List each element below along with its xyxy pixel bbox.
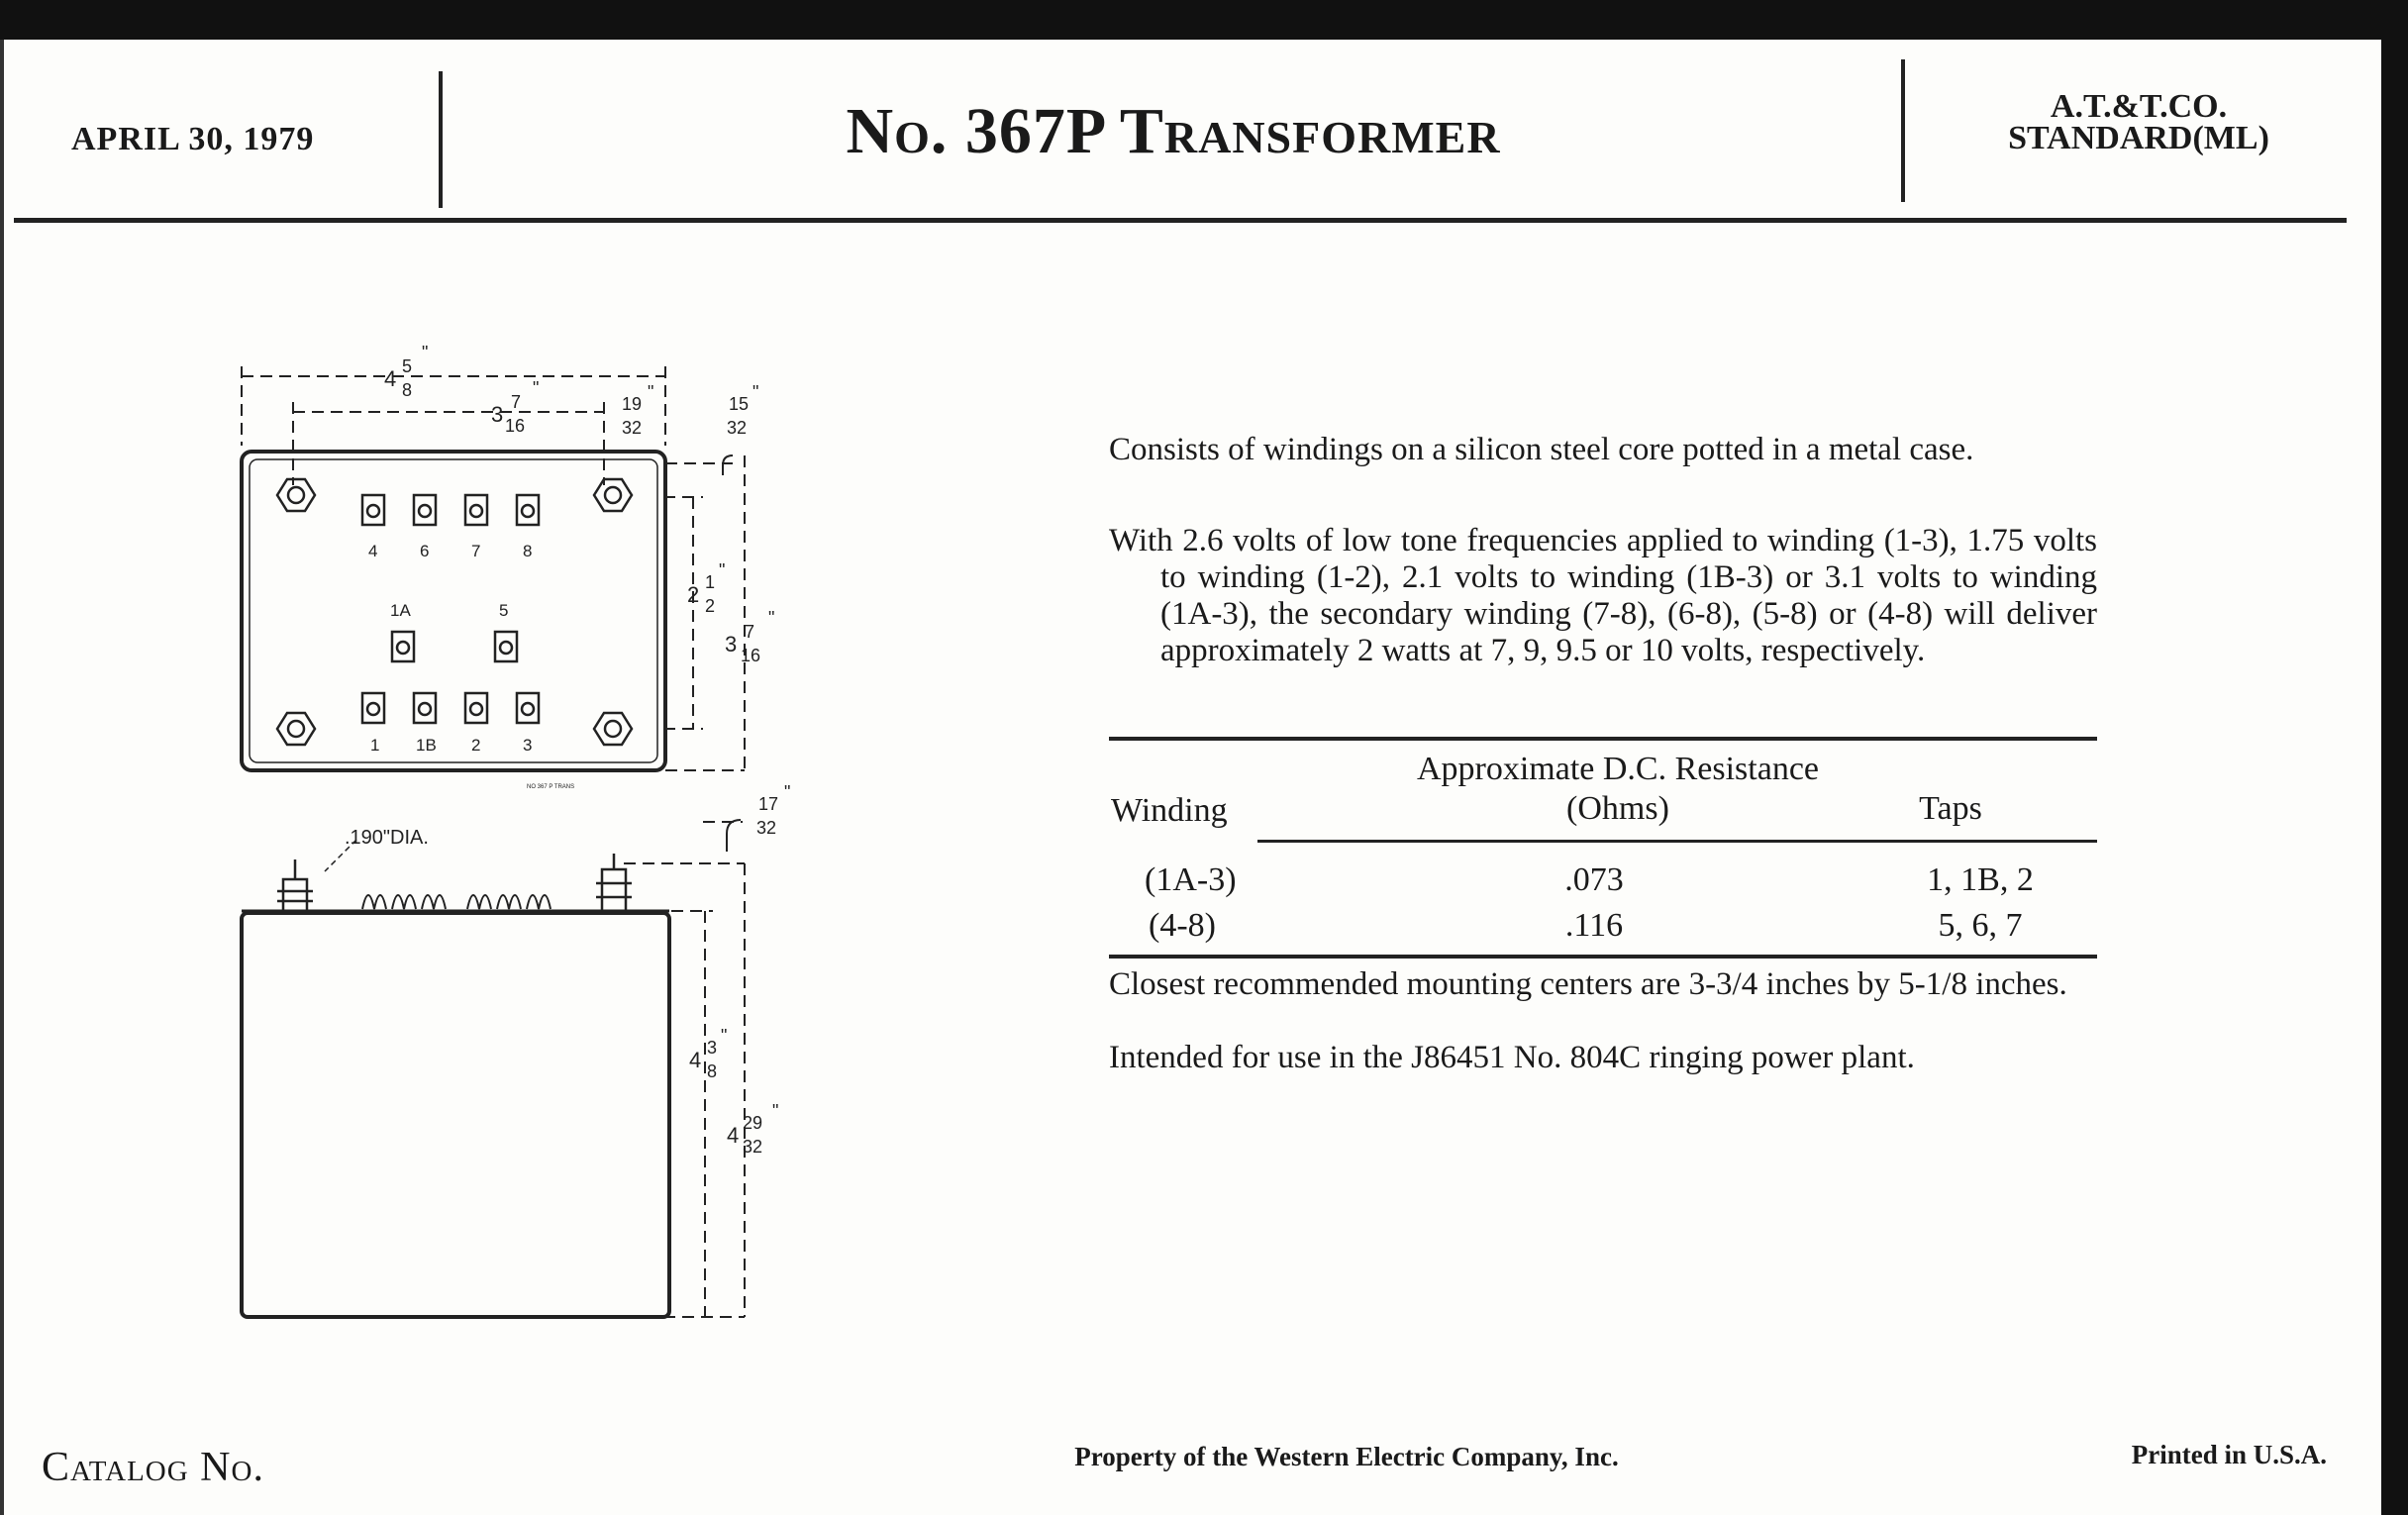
svg-text:": " — [768, 608, 775, 628]
dim-inner-num: 7 — [511, 392, 522, 412]
description-paragraph-2: With 2.6 volts of low tone frequencies applied to winding (1-3), 1.75 volts to winding (1-2), 2.1 volts to winding (1B-3) or 3.1 volts to winding (1A-3), the secondary winding (7-8), (6-8), (5-8) or (4-8) will deliver approximately 2 watts at 7, 9, 9.5 or 10 volts, respectively. — [1109, 523, 2097, 668]
header-divider-left — [439, 71, 443, 208]
terminal-label: 5 — [499, 601, 509, 620]
hole-dia-label: .190"DIA. — [345, 827, 429, 849]
dim-offset-den: 32 — [622, 418, 643, 438]
property-notice: Property of the Western Electric Company, Inc. — [1074, 1442, 1619, 1471]
dim-height-num: 3 — [707, 1038, 718, 1058]
terminal-label: 1 — [370, 736, 380, 755]
scan-left-edge — [0, 40, 4, 1515]
svg-text:": " — [719, 560, 726, 580]
dim-width-num: 5 — [402, 356, 413, 376]
svg-text:": " — [533, 378, 540, 398]
table-cell-winding: (1A-3) — [1145, 861, 1237, 898]
dim-termspan-whole: 2 — [687, 582, 700, 607]
terminal-icon — [392, 632, 414, 661]
dim-height-whole: 4 — [689, 1048, 702, 1072]
standard-line-2: STANDARD(ML) — [2008, 120, 2269, 156]
dim-inner-den: 16 — [505, 416, 526, 436]
dim-depth-whole: 3 — [725, 632, 738, 656]
col-resistance-line2: (Ohms) — [1566, 790, 1669, 827]
svg-text:": " — [772, 1101, 779, 1121]
description-paragraph-1: Consists of windings on a silicon steel core potted in a metal case. — [1109, 432, 1974, 467]
terminal-icon — [465, 495, 487, 525]
printed-notice: Printed in U.S.A. — [2131, 1440, 2327, 1469]
case-side-view — [242, 913, 669, 1317]
mounting-post-icon — [277, 479, 315, 511]
mounting-note: Closest recommended mounting centers are 3-3/4 inches by 5-1/8 inches. — [1109, 966, 2067, 1002]
scan-right-border — [2381, 0, 2408, 1515]
side-post-icon — [277, 859, 313, 913]
svg-text:": " — [422, 343, 429, 362]
table-bottom-rule — [1109, 955, 2097, 959]
catalog-label: Catalog No. — [42, 1445, 264, 1490]
table-top-rule — [1109, 737, 2097, 741]
terminal-icon — [414, 693, 436, 723]
table-cell-resistance: .116 — [1564, 907, 1624, 944]
dim-overall-den: 32 — [743, 1137, 763, 1157]
col-winding: Winding — [1111, 792, 1228, 829]
terminal-icon — [465, 693, 487, 723]
dim-offset-num: 19 — [622, 394, 643, 414]
standard-line-1: A.T.&T.CO. — [2050, 88, 2228, 125]
case-top-view — [242, 452, 665, 770]
table-header-rule — [1257, 840, 2097, 843]
scan-top-border — [0, 0, 2408, 40]
svg-text:": " — [752, 382, 759, 402]
terminal-label: 3 — [523, 736, 533, 755]
svg-text:": " — [721, 1026, 728, 1046]
dim-inner-whole: 3 — [491, 402, 504, 427]
terminal-label: 1A — [390, 601, 411, 620]
dim-height-den: 8 — [707, 1061, 718, 1081]
terminal-icon — [495, 632, 517, 661]
dim-overall-num: 29 — [743, 1113, 763, 1133]
header-rule — [14, 218, 2347, 223]
terminal-label: 4 — [368, 542, 378, 560]
mounting-post-icon — [594, 713, 632, 745]
dim-depth-den: 16 — [741, 646, 761, 665]
svg-text:": " — [648, 382, 654, 402]
table-cell-resistance: .073 — [1564, 861, 1624, 898]
dim-width-den: 8 — [402, 380, 413, 400]
table-cell-taps: 1, 1B, 2 — [1927, 861, 2034, 898]
terminal-label: 8 — [523, 542, 533, 560]
standard-mark — [1931, 88, 2347, 156]
dim-topgap-den: 32 — [727, 418, 748, 438]
dim-termspan-num: 1 — [705, 572, 716, 592]
col-taps: Taps — [1919, 790, 1982, 827]
header-divider-right — [1901, 59, 1905, 202]
mounting-post-icon — [277, 713, 315, 745]
dim-width-whole: 4 — [384, 366, 397, 391]
terminal-label: 2 — [471, 736, 481, 755]
terminal-label: 6 — [420, 542, 430, 560]
case-plate-text: NO 367 P TRANS — [527, 784, 575, 790]
terminal-icon — [414, 495, 436, 525]
col-resistance-line1: Approximate D.C. Resistance — [1416, 751, 1820, 787]
terminal-label: 7 — [471, 542, 481, 560]
terminal-icon — [517, 495, 539, 525]
usage-note: Intended for use in the J86451 No. 804C ringing power plant. — [1109, 1040, 1915, 1075]
terminal-icon — [362, 495, 384, 525]
terminal-icon — [517, 693, 539, 723]
transformer-drawing — [198, 337, 832, 1327]
dim-topgap-num: 15 — [729, 394, 750, 414]
dim-post-den: 32 — [756, 818, 777, 838]
dim-depth-num: 7 — [745, 622, 755, 642]
mounting-post-icon — [594, 479, 632, 511]
side-terminals-icon — [362, 895, 551, 909]
issue-date: APRIL 30, 1979 — [71, 121, 315, 157]
page-title: No. 367P Transformer — [846, 95, 1501, 167]
table-cell-winding: (4-8) — [1149, 907, 1216, 944]
dim-post-num: 17 — [758, 794, 779, 814]
table-cell-taps: 5, 6, 7 — [1938, 907, 2023, 944]
terminal-icon — [362, 693, 384, 723]
terminal-label: 1B — [416, 736, 437, 755]
dim-overall-whole: 4 — [727, 1123, 740, 1148]
svg-text:": " — [784, 782, 791, 802]
dim-termspan-den: 2 — [705, 596, 716, 616]
